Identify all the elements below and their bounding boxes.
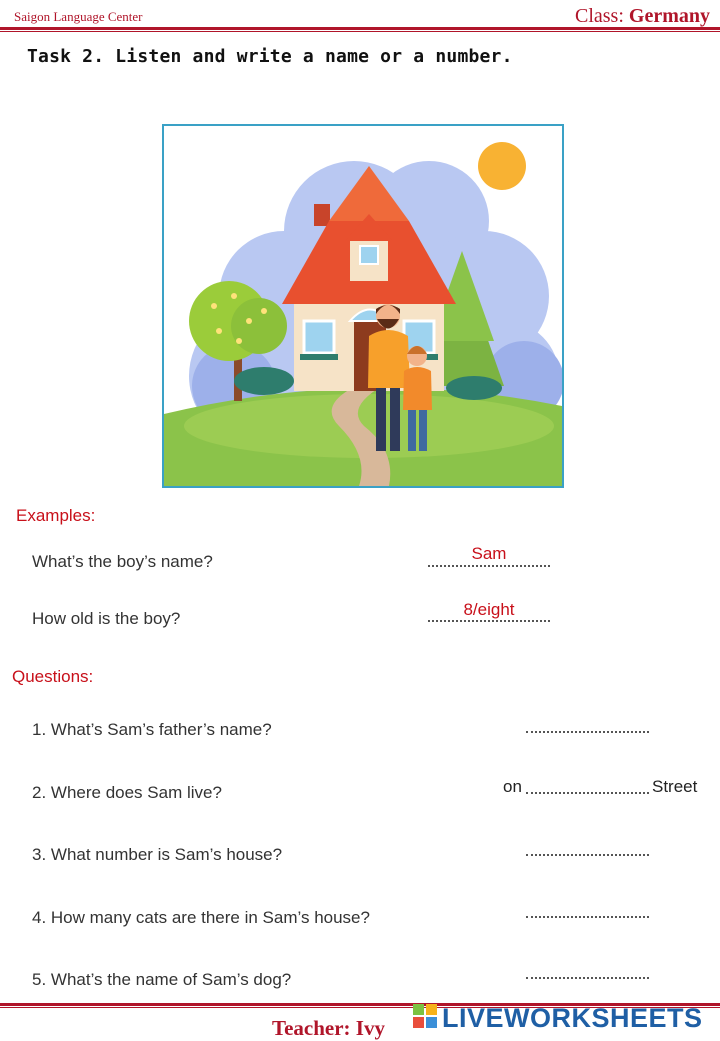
answer-suffix-street: Street — [652, 777, 698, 796]
center-name: Saigon Language Center — [14, 9, 143, 24]
teacher-name: Teacher: Ivy — [272, 1016, 385, 1040]
class-label: Class: — [575, 5, 624, 27]
question-1: 1. What’s Sam’s father’s name? — [32, 720, 272, 739]
header-divider — [0, 27, 720, 30]
example-answer-line-1 — [428, 565, 550, 567]
questions-heading: Questions: — [12, 667, 94, 686]
liveworksheets-logo-icon — [412, 1003, 438, 1029]
question-4: 4. How many cats are there in Sam’s house? — [32, 908, 370, 927]
answer-input-2[interactable] — [526, 792, 649, 794]
answer-input-5[interactable] — [526, 977, 649, 979]
answer-prefix-on: on — [503, 777, 522, 796]
header-divider-thin — [0, 31, 720, 32]
question-2: 2. Where does Sam live? — [32, 783, 222, 802]
page-header — [0, 0, 720, 34]
example-question-1: What’s the boy’s name? — [32, 552, 213, 571]
examples-heading: Examples: — [16, 506, 96, 525]
question-5: 5. What’s the name of Sam’s dog? — [32, 970, 292, 989]
illustration-svg — [164, 126, 562, 486]
question-3: 3. What number is Sam’s house? — [32, 845, 283, 864]
example-question-2: How old is the boy? — [32, 609, 181, 628]
sun-icon — [478, 142, 526, 190]
answer-input-4[interactable] — [526, 916, 649, 918]
task-title: Task 2. Listen and write a name or a number. — [27, 46, 513, 67]
class-label-group — [575, 5, 710, 28]
example-answer-2: 8/eight — [463, 600, 515, 619]
answer-input-3[interactable] — [526, 854, 649, 856]
example-answer-line-2 — [428, 620, 550, 622]
liveworksheets-brand[interactable]: LIVEWORKSHEETS — [442, 1003, 703, 1033]
class-value: Germany — [628, 5, 710, 27]
example-answer-1: Sam — [471, 544, 507, 563]
answer-input-1[interactable] — [526, 731, 649, 733]
house-family-illustration — [162, 124, 564, 488]
